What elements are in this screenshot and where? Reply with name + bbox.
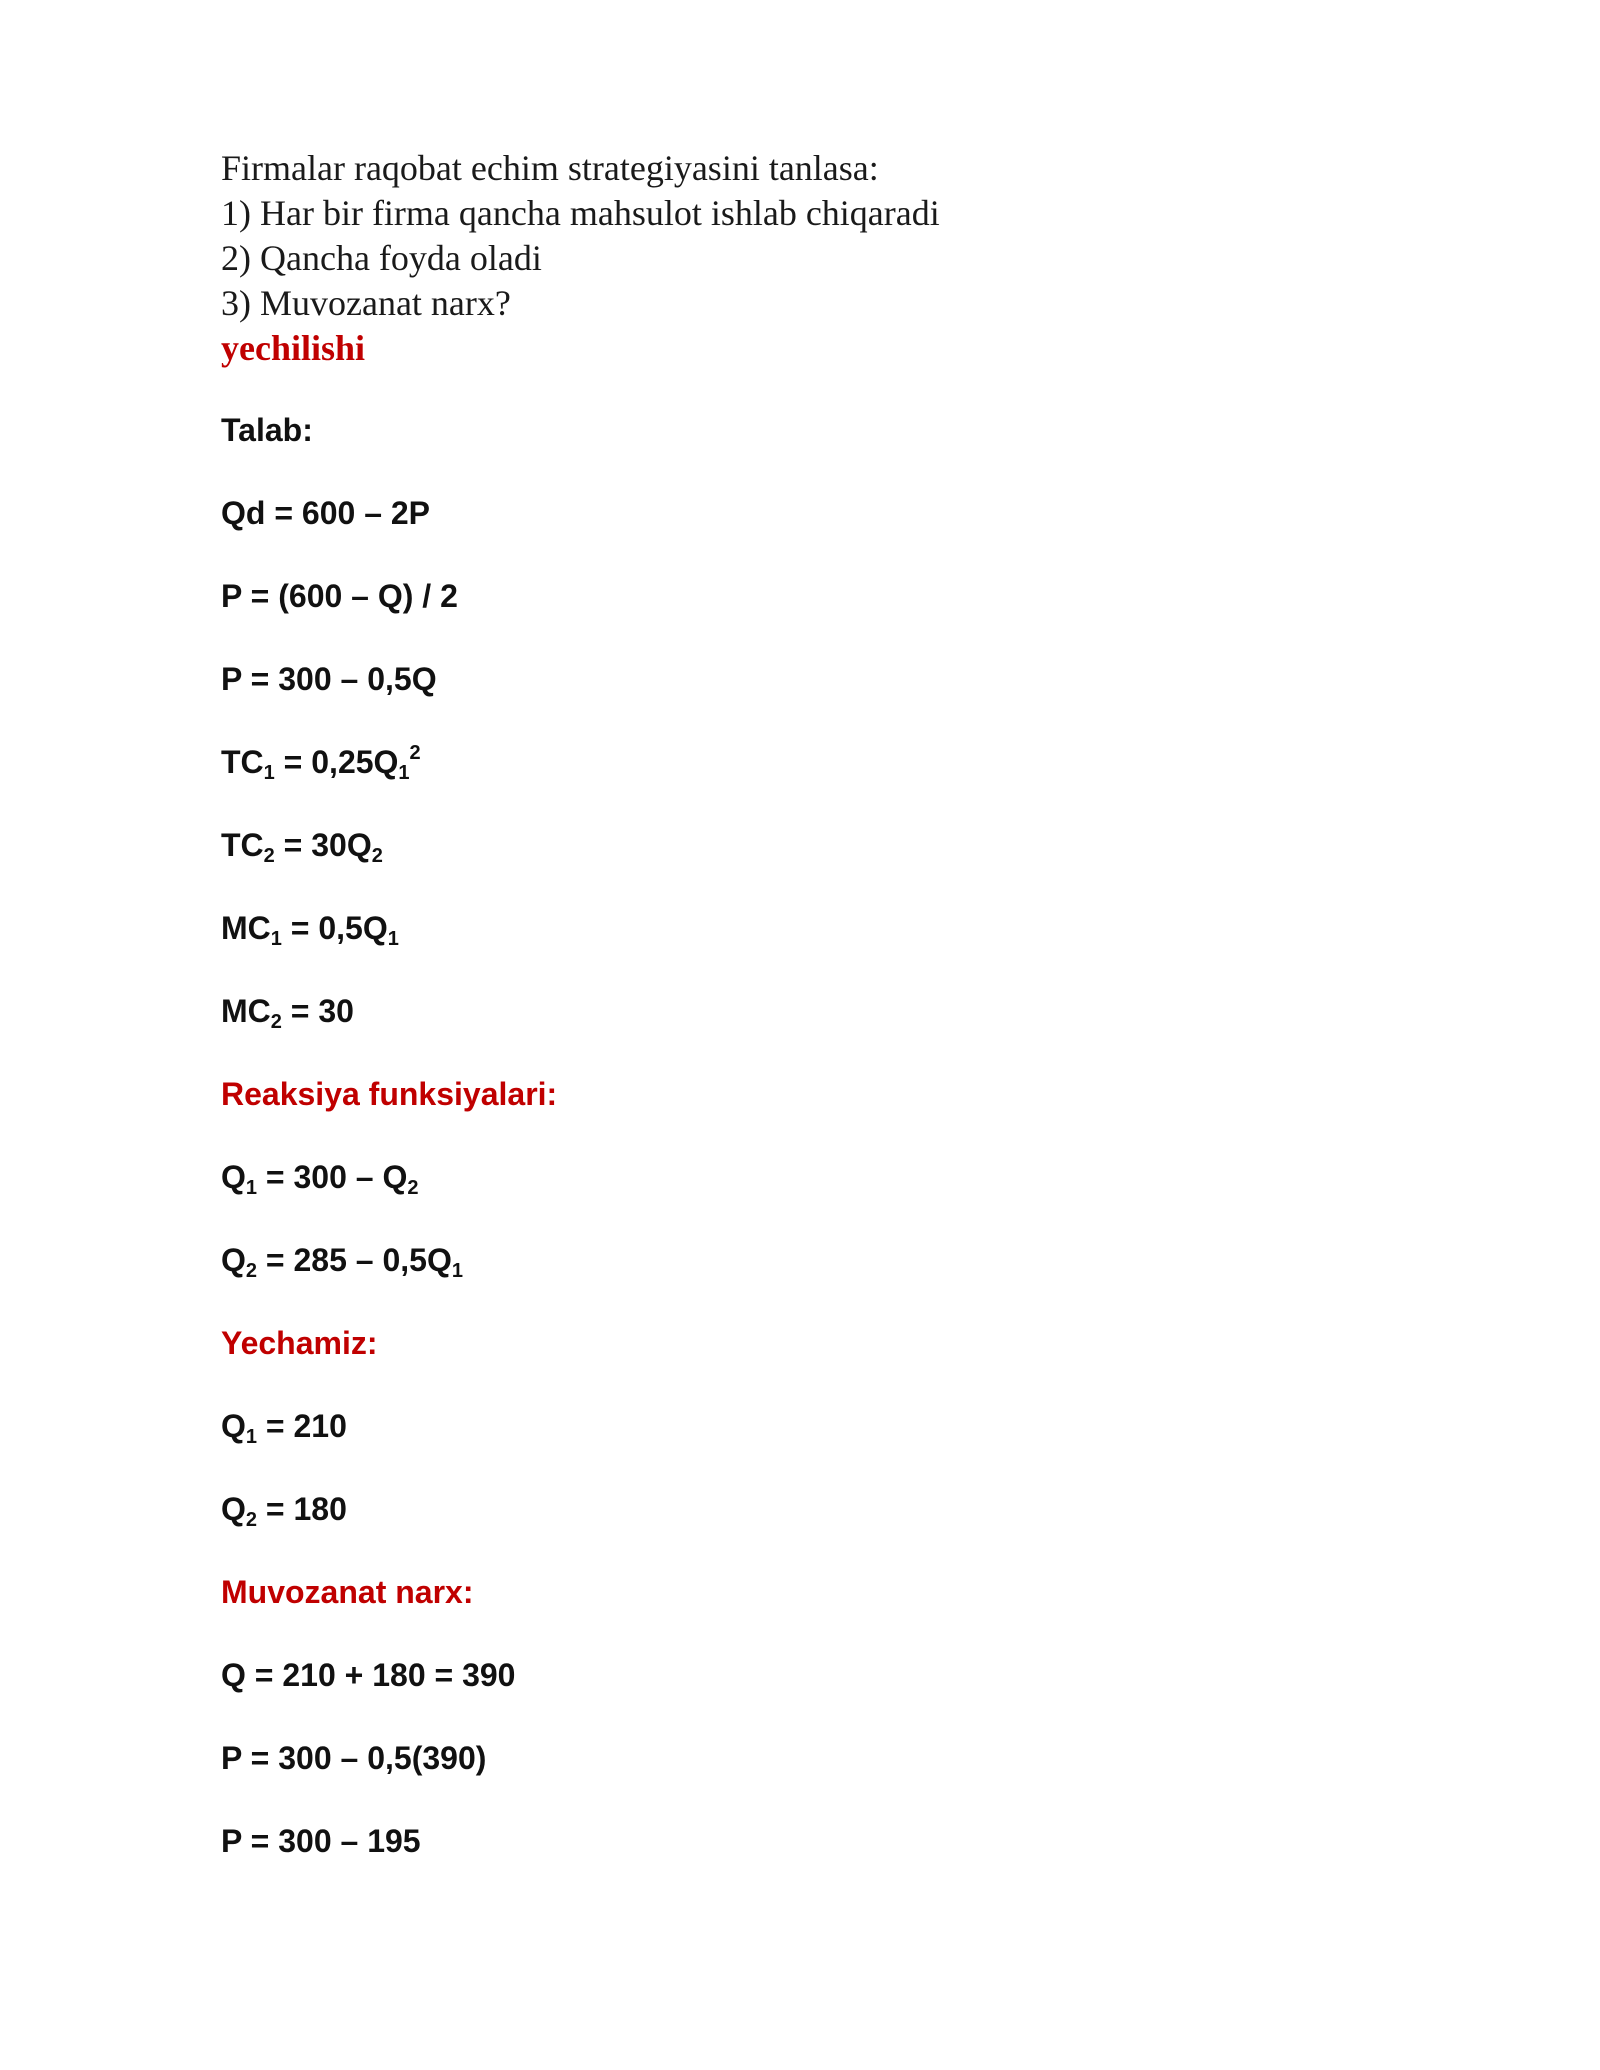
- tc2-subscript: 2: [263, 845, 275, 867]
- solve-heading: Yechamiz:: [221, 1325, 378, 1361]
- question-1: 1) Har bir firma qancha mahsulot ishlab chiqaradi: [221, 193, 940, 233]
- question-2: 2) Qancha foyda oladi: [221, 238, 542, 278]
- total-cost-firm-2: [221, 825, 383, 865]
- total-output-equation: Q = 210 + 180 = 390: [221, 1657, 516, 1693]
- problem-statement: [221, 146, 940, 371]
- solution-heading: yechilishi: [221, 328, 366, 368]
- tc1-exponent: 2: [409, 742, 421, 764]
- q1-label: Q: [221, 1408, 246, 1444]
- demand-equation: Qd = 600 – 2P: [221, 495, 431, 531]
- mc2-label: MC: [221, 993, 271, 1029]
- total-cost-firm-1: [221, 742, 421, 782]
- inverse-demand-simplified: P = 300 – 0,5Q: [221, 661, 437, 697]
- marginal-cost-firm-2: [221, 991, 354, 1031]
- tc1-q-subscript: 1: [398, 762, 410, 784]
- problem-intro: Firmalar raqobat echim strategiyasini tanlasa:: [221, 148, 879, 188]
- q2-label: Q: [221, 1491, 246, 1527]
- r1-rhs: = 300 – Q: [257, 1159, 408, 1195]
- inverse-demand-equation: P = (600 – Q) / 2: [221, 578, 458, 614]
- r2-rhs: = 285 – 0,5Q: [257, 1242, 452, 1278]
- r2-subscript: 2: [245, 1260, 258, 1282]
- mc2-rhs: = 30: [281, 993, 354, 1029]
- q1-subscript: 1: [245, 1426, 258, 1448]
- reaction-functions-heading: Reaksiya funksiyalari:: [221, 1076, 558, 1112]
- price-calculation-step-2: P = 300 – 195: [221, 1823, 421, 1859]
- tc2-label: TC: [221, 827, 264, 863]
- equilibrium-price-heading: Muvozanat narx:: [221, 1574, 474, 1610]
- r1-subscript: 1: [245, 1177, 258, 1199]
- mc1-rhs: = 0,5Q: [281, 910, 388, 946]
- q2-subscript: 2: [245, 1509, 258, 1531]
- tc1-label: TC: [221, 744, 264, 780]
- mc1-subscript: 1: [270, 928, 282, 950]
- tc2-rhs: = 30Q: [274, 827, 372, 863]
- output-firm-1: [221, 1406, 347, 1446]
- q2-value: = 180: [257, 1491, 347, 1527]
- mc1-q-subscript: 1: [387, 928, 399, 950]
- reaction-function-firm-2: [221, 1240, 463, 1280]
- r1-label: Q: [221, 1159, 246, 1195]
- mc1-label: MC: [221, 910, 271, 946]
- tc1-rhs: = 0,25Q: [274, 744, 399, 780]
- r2-label: Q: [221, 1242, 246, 1278]
- tc2-q-subscript: 2: [371, 845, 383, 867]
- marginal-cost-firm-1: [221, 908, 399, 948]
- r1-q-subscript: 2: [407, 1177, 419, 1199]
- r2-q-subscript: 1: [451, 1260, 463, 1282]
- price-calculation-step-1: P = 300 – 0,5(390): [221, 1740, 487, 1776]
- output-firm-2: [221, 1489, 347, 1529]
- reaction-function-firm-1: [221, 1157, 418, 1197]
- tc1-subscript: 1: [263, 762, 275, 784]
- mc2-subscript: 2: [270, 1011, 282, 1033]
- q1-value: = 210: [257, 1408, 347, 1444]
- question-3: 3) Muvozanat narx?: [221, 283, 511, 323]
- talab-heading: Talab:: [221, 412, 313, 448]
